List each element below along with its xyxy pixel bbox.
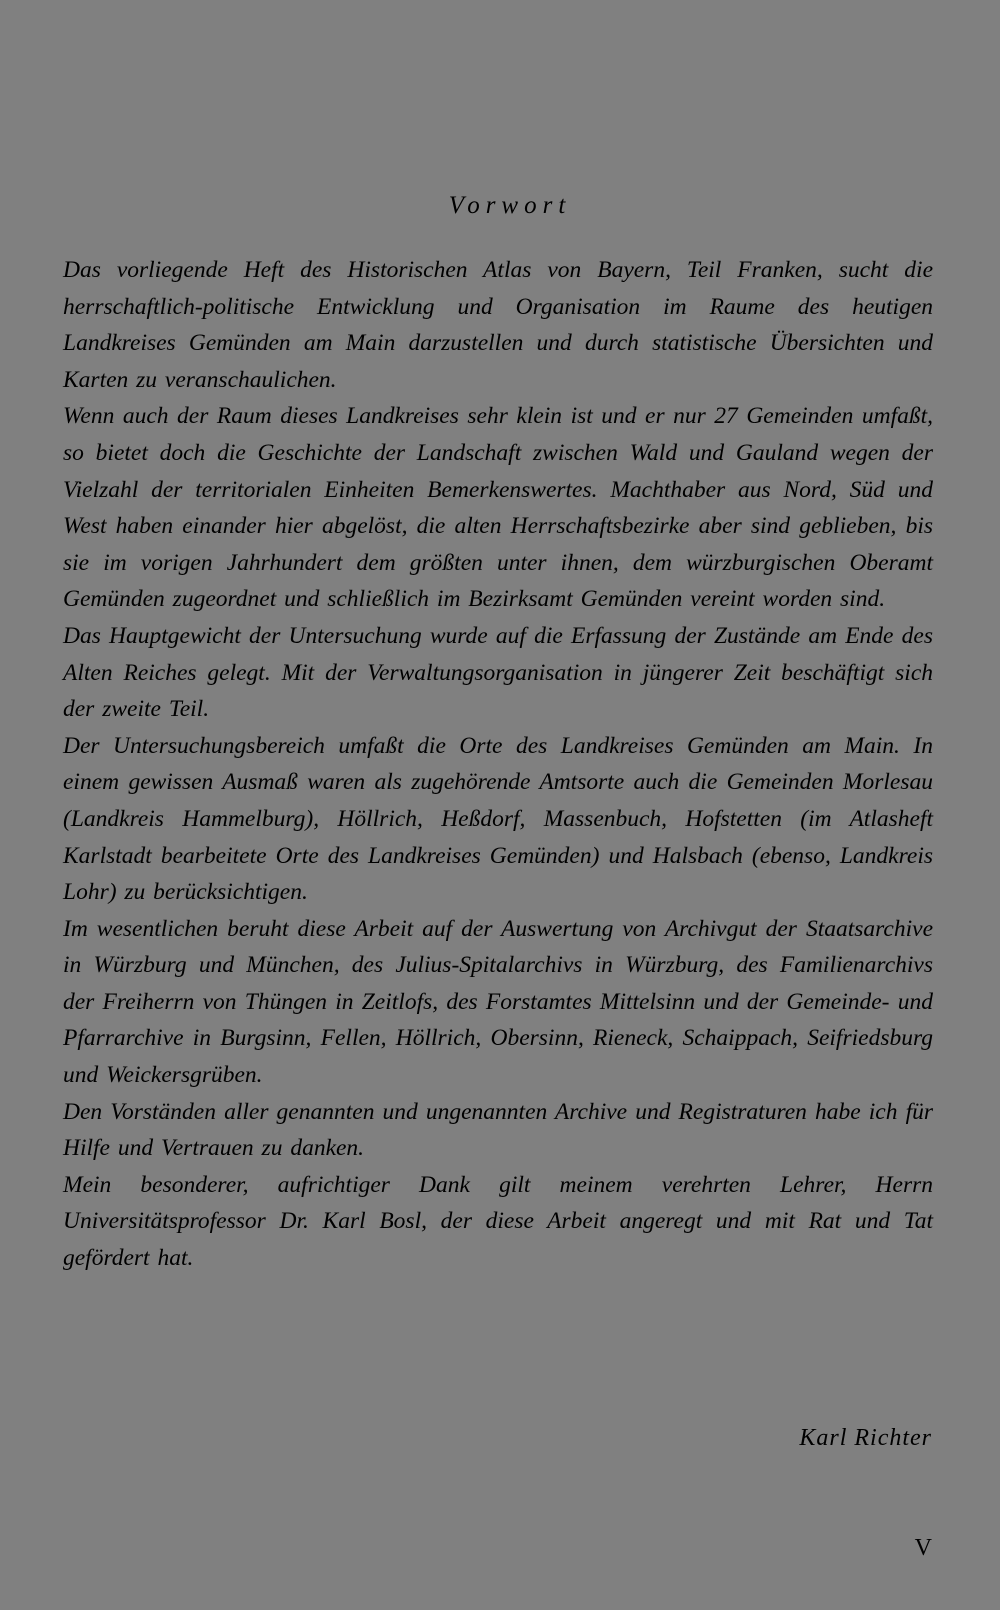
paragraph-focus: Das Hauptgewicht der Untersuchung wurde auf die Erfassung der Zustände am Ende des Alten Reiches gelegt. Mit der Verwaltungsorganisation in jüngerer Zeit beschäftigt sich der zweite Teil. <box>63 622 933 723</box>
paragraph-scope: Der Untersuchungsbereich umfaßt die Orte des Landkreises Gemünden am Main. In einem gewissen Ausmaß waren als zugehörende Amtsorte auch die Gemeinden Morlesau (Landkreis Hammelburg), Höllrich, Heßdorf, Massenbuch, Hofstetten (im Atlasheft Karlstadt bearbeitete Orte des Landkreises Gemünden) und Halsbach (ebenso, Landkreis Lohr) zu berücksichtigen. <box>63 732 933 906</box>
page-title: Vorwort <box>448 192 572 219</box>
author-signature: Karl Richter <box>799 1425 932 1451</box>
paragraph-sources: Im wesentlichen beruht diese Arbeit auf der Auswertung von Archivgut der Staatsarchive in Würzburg und München, des Julius-Spitalarchivs in Würzburg, des Familienarchivs der Freiherrn von Thüngen in Zeitlofs, des Forstamtes Mittelsinn und der Gemeinde- und Pfarrarchive in Burgsinn, Fellen, Höllrich, Obersinn, Rieneck, Schaippach, Seifriedsburg und Weickersgrüben. <box>63 915 933 1089</box>
body-text <box>63 252 933 1277</box>
paragraph-territory: Wenn auch der Raum dieses Landkreises sehr klein ist und er nur 27 Gemeinden umfaßt, so bietet doch die Geschichte der Landschaft zwischen Wald und Gauland wegen der Vielzahl der territorialen Einheiten Bemerkenswertes. Machthaber aus Nord, Süd und West haben einander hier abgelöst, die alten Herrschaftsbezirke aber sind geblieben, bis sie im vorigen Jahrhundert dem größten unter ihnen, dem würzburgischen Oberamt Gemünden zugeordnet und schließlich im Bezirksamt Gemünden vereint worden sind. <box>63 403 933 613</box>
paragraph-thanks-archives: Den Vorständen aller genannten und ungenannten Archive und Registraturen habe ich für Hilfe und Vertrauen zu danken. <box>63 1098 933 1162</box>
paragraph-intro: Das vorliegende Heft des Historischen Atlas von Bayern, Teil Franken, sucht die herrschaftlich-politische Entwicklung und Organisation im Raume des heutigen Landkreises Gemünden am Main darzustellen und durch statistische Übersichten und Karten zu veranschaulichen. <box>63 257 933 393</box>
page-number: V <box>914 1535 932 1561</box>
paragraph-thanks-teacher: Mein besonderer, aufrichtiger Dank gilt meinem verehrten Lehrer, Herrn Universitätsprofessor Dr. Karl Bosl, der diese Arbeit angeregt und mit Rat und Tat gefördert hat. <box>63 1171 933 1272</box>
